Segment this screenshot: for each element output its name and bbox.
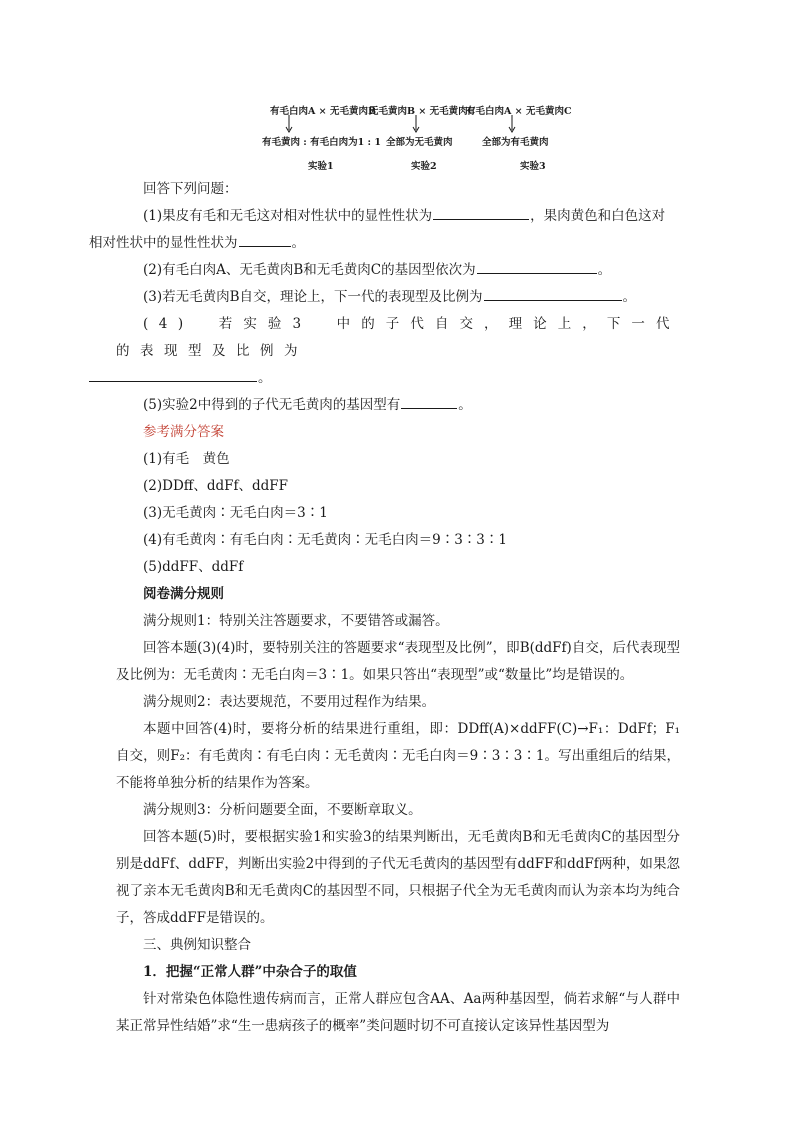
result-1: 有毛黄肉 : 有毛白肉为1 : 1 — [262, 137, 381, 148]
cross-3: 有毛白肉A × 无毛黄肉C — [466, 106, 572, 117]
label-3: 实验3 — [520, 161, 546, 172]
label-2: 实验2 — [411, 161, 437, 172]
answer-blank[interactable] — [484, 286, 622, 301]
down-arrow-icon — [284, 115, 294, 133]
rule-1-detail: 回答本题(3)(4)时，要特别关注的答题要求“表现型及比例”，即B(ddFf)自交，后代表现型及比例为：无毛黄肉∶无毛白肉＝3∶1。如果只答出“表现型”或“数量比”均是错误的。 — [116, 640, 680, 683]
cross-2: 无毛黄肉B × 无毛黄肉C — [369, 106, 476, 117]
result-3: 全部为有毛黄肉 — [482, 137, 549, 148]
question-2: (2)有毛白肉A、无毛黄肉B和无毛黄肉C的基因型依次为 。 — [116, 257, 680, 284]
answer-3: (3)无毛黄肉∶无毛白肉＝3∶1 — [143, 505, 328, 521]
answer-blank[interactable] — [433, 205, 529, 220]
question-intro: 回答下列问题： — [143, 181, 238, 197]
rule-2-detail: 本题中回答(4)时，要将分析的结果进行重组，即：DDff(A)×ddFF(C)→F₁：DdFf；F₁自交，则F₂：有毛黄肉∶有毛白肉∶无毛黄肉∶无毛白肉＝9∶3∶3∶1。写出重组后的结果，不能将单独分析的结果作为答案。 — [116, 721, 680, 791]
rule-2: 满分规则2：表达要规范，不要用过程作为结果。 — [143, 694, 436, 710]
section-paragraph: 针对常染色体隐性遗传病而言，正常人群应包含AA、Aa两种基因型，倘若求解“与人群中某正常异性结婚”求“生一患病孩子的概率”类问题时切不可直接认定该异性基因型为 — [116, 991, 680, 1034]
answer-4: (4)有毛黄肉∶有毛白肉∶无毛黄肉∶无毛白肉＝9∶3∶3∶1 — [143, 532, 507, 548]
rules-heading: 阅卷满分规则 — [143, 586, 224, 602]
answer-2: (2)DDff、ddFf、ddFF — [143, 478, 289, 494]
down-arrow-icon — [507, 115, 517, 133]
experiment-diagram — [0, 0, 794, 175]
rule-1: 满分规则1：特别关注答题要求，不要错答或漏答。 — [143, 613, 449, 629]
answer-5: (5)ddFF、ddFf — [143, 559, 244, 575]
rule-3: 满分规则3：分析问题要全面，不要断章取义。 — [143, 802, 422, 818]
result-2: 全部为无毛黄肉 — [386, 137, 453, 148]
question-3: (3)若无毛黄肉B自交，理论上，下一代的表现型及比例为 。 — [116, 284, 680, 311]
document-body — [89, 176, 680, 1040]
cross-1: 有毛白肉A × 无毛黄肉B — [270, 106, 376, 117]
down-arrow-icon — [411, 115, 421, 133]
answer-blank[interactable] — [401, 394, 457, 409]
answer-blank[interactable] — [239, 232, 291, 247]
question-5: (5)实验2中得到的子代无毛黄肉的基因型有 。 — [116, 392, 680, 419]
rule-3-detail: 回答本题(5)时，要根据实验1和实验3的结果判断出，无毛黄肉B和无毛黄肉C的基因型分别是ddFf、ddFF，判断出实验2中得到的子代无毛黄肉的基因型有ddFF和ddFf两种，如果忽视了亲本无毛黄肉B和无毛黄肉C的基因型不同，只根据子代全为无毛黄肉而认为亲本均为纯合子，答成ddFF是错误的。 — [116, 829, 680, 926]
question-4: (4) 若实验3 中的子代自交，理论上，下一代的表现型及比例为 。 — [116, 311, 680, 392]
label-1: 实验1 — [308, 161, 334, 172]
answer-heading: 参考满分答案 — [143, 424, 224, 440]
answer-blank[interactable] — [477, 259, 597, 274]
section-heading: 三、典例知识整合 — [143, 937, 251, 953]
question-1: (1)果皮有毛和无毛这对相对性状中的显性性状为 ，果肉黄色和白色这对 相对性状中的显性性状为 。 — [116, 203, 680, 257]
answer-1: (1)有毛 黄色 — [143, 451, 230, 467]
section-subheading: 1．把握“正常人群”中杂合子的取值 — [143, 964, 357, 980]
answer-blank[interactable] — [89, 367, 257, 382]
